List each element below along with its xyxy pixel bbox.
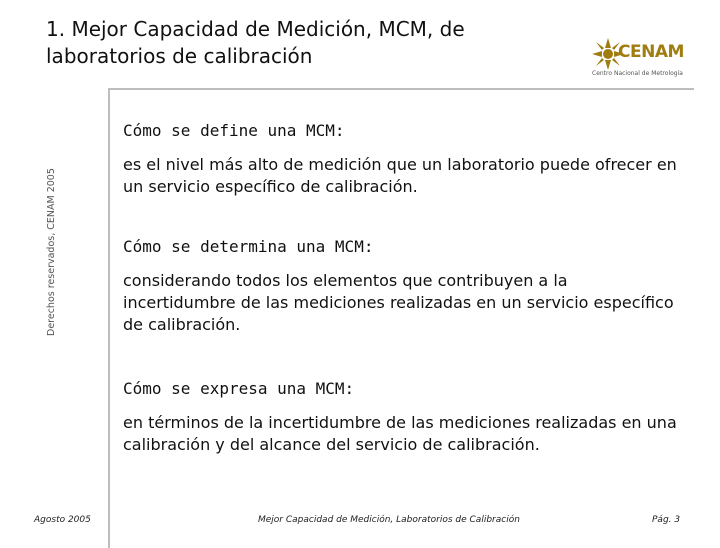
footer-page-number: Pág. 3 — [652, 515, 681, 525]
section-answer: es el nivel más alto de medición que un laboratorio puede ofrecer en un servicio específico de calibración. — [123, 155, 677, 196]
copyright-side-text: Derechos reservados, CENAM 2005 — [46, 168, 57, 336]
section-question: Cómo se define una MCM: — [123, 121, 345, 140]
section-express — [123, 378, 683, 456]
cenam-logo — [586, 36, 686, 82]
section-question: Cómo se expresa una MCM: — [123, 379, 355, 398]
section-answer: en términos de la incertidumbre de las mediciones realizadas en una calibración y del alcance del servicio de calibración. — [123, 413, 677, 454]
horizontal-divider — [108, 88, 694, 90]
footer-date: Agosto 2005 — [34, 515, 91, 525]
vertical-divider — [108, 88, 110, 548]
section-define — [123, 120, 683, 198]
section-determine — [123, 236, 683, 336]
logo-subtitle: Centro Nacional de Metrología — [592, 70, 683, 77]
footer-center: Mejor Capacidad de Medición, Laboratorios de Calibración — [258, 515, 520, 525]
section-answer: considerando todos los elementos que contribuyen a la incertidumbre de las mediciones realizadas en un servicio específico de calibración. — [123, 271, 674, 334]
section-question: Cómo se determina una MCM: — [123, 237, 374, 256]
logo-wordmark: CENAM — [618, 42, 684, 62]
slide-title: 1. Mejor Capacidad de Medición, MCM, de laboratorios de calibración — [46, 17, 465, 68]
